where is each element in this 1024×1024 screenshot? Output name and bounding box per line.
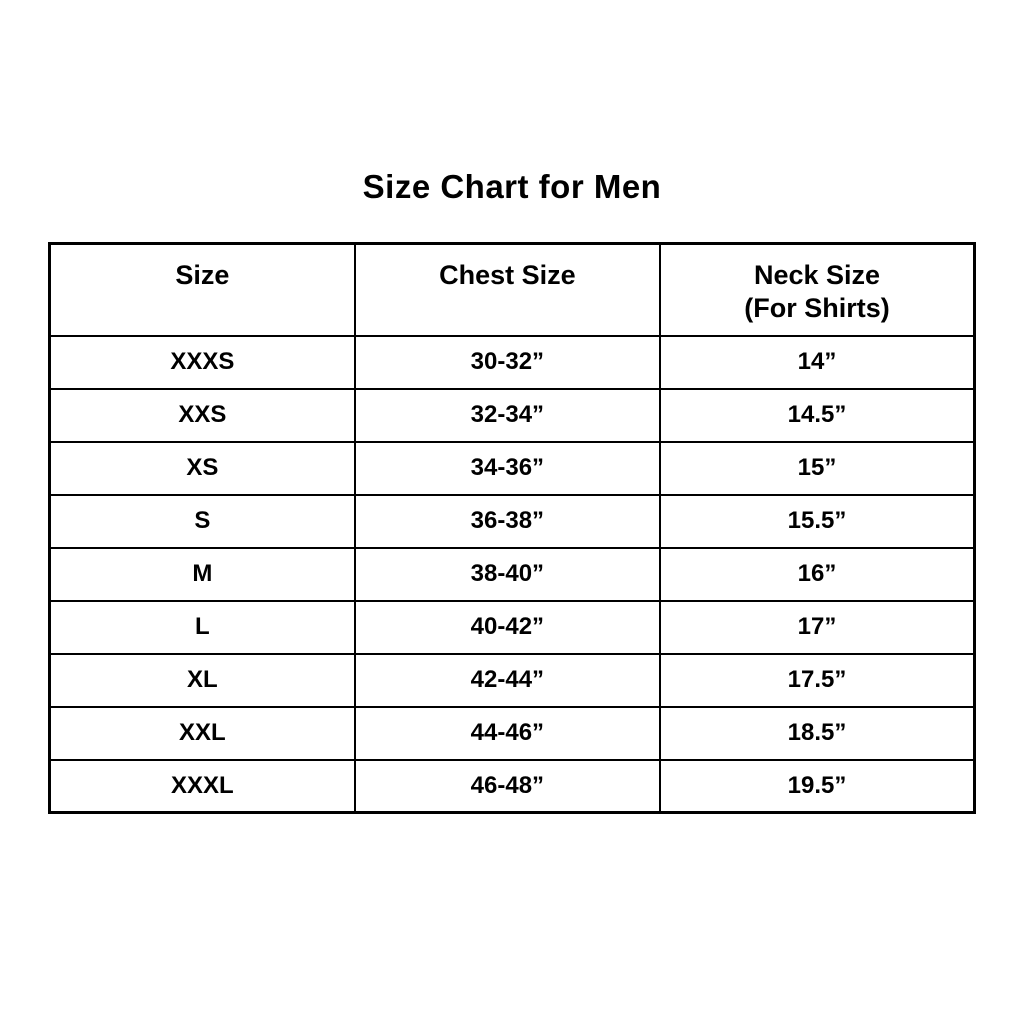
neck-size-cell: 17” [660, 601, 975, 654]
chest-size-cell: 34-36” [355, 442, 660, 495]
neck-size-cell: 17.5” [660, 654, 975, 707]
chest-size-cell: 30-32” [355, 336, 660, 389]
column-header-neck-size [660, 244, 975, 336]
column-header-chest-size [355, 244, 660, 336]
table-row [50, 442, 975, 495]
neck-size-cell: 15.5” [660, 495, 975, 548]
neck-size-cell: 16” [660, 548, 975, 601]
size-cell: L [50, 601, 355, 654]
table-row [50, 495, 975, 548]
table-row [50, 654, 975, 707]
column-header-chest-size-label: Chest Size [439, 260, 576, 290]
size-chart-table [48, 242, 976, 814]
table-row [50, 760, 975, 813]
chest-size-cell: 32-34” [355, 389, 660, 442]
column-header-neck-size-label: Neck Size [753, 260, 881, 290]
chest-size-cell: 40-42” [355, 601, 660, 654]
size-cell: M [50, 548, 355, 601]
chest-size-cell: 36-38” [355, 495, 660, 548]
size-cell: S [50, 495, 355, 548]
chest-size-cell: 46-48” [355, 760, 660, 813]
column-header-neck-size-subtitle: (For Shirts) [744, 293, 890, 323]
column-header-size-label: Size [175, 260, 230, 290]
chest-size-cell: 42-44” [355, 654, 660, 707]
neck-size-cell: 18.5” [660, 707, 975, 760]
table-row [50, 548, 975, 601]
page-title: Size Chart for Men [362, 168, 662, 205]
size-cell: XXXL [50, 760, 355, 813]
chest-size-cell: 38-40” [355, 548, 660, 601]
neck-size-cell: 14.5” [660, 389, 975, 442]
neck-size-cell: 19.5” [660, 760, 975, 813]
neck-size-cell: 14” [660, 336, 975, 389]
size-cell: XS [50, 442, 355, 495]
size-cell: XXL [50, 707, 355, 760]
column-header-size [50, 244, 355, 336]
size-cell: XL [50, 654, 355, 707]
header-row [50, 244, 975, 336]
chest-size-cell: 44-46” [355, 707, 660, 760]
table-row [50, 336, 975, 389]
neck-size-cell: 15” [660, 442, 975, 495]
table-row [50, 389, 975, 442]
size-cell: XXS [50, 389, 355, 442]
size-cell: XXXS [50, 336, 355, 389]
table-row [50, 707, 975, 760]
table-row [50, 601, 975, 654]
